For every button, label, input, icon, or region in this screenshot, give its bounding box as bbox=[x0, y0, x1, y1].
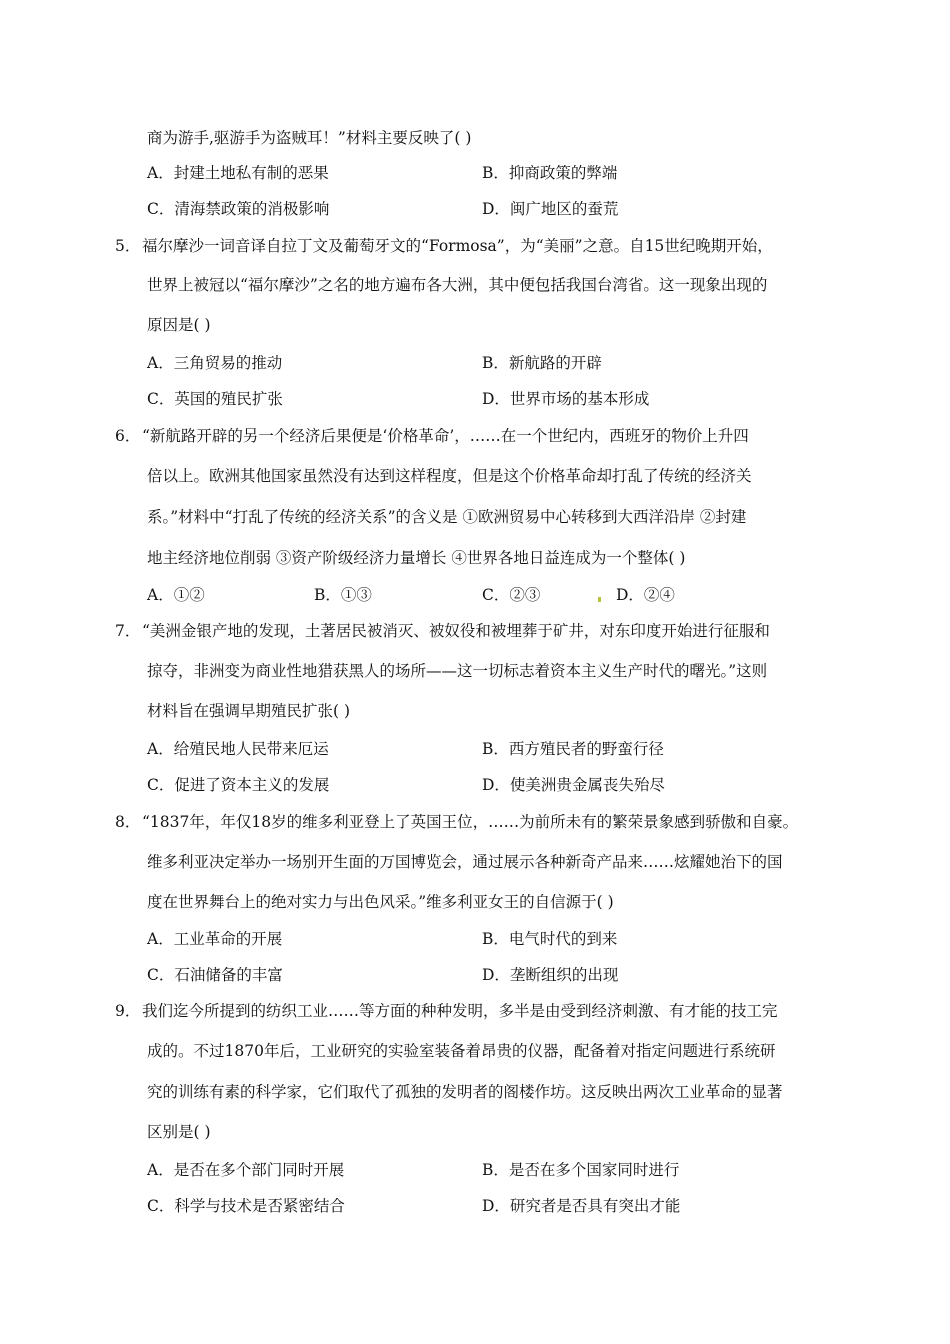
question-7-option-b: B．西方殖民者的野蛮行径 bbox=[482, 740, 664, 758]
question-4-option-a: A．封建土地私有制的恶果 bbox=[147, 164, 329, 182]
question-5-line-2: 世界上被冠以“福尔摩沙”之名的地方遍布各大洲，其中便包括我国台湾省。这一现象出现的 bbox=[147, 276, 768, 294]
question-9-line-1: 我们迄今所提到的纺织工业……等方面的种种发明，多半是由受到经济刺激、有才能的技工完 bbox=[142, 1002, 778, 1020]
question-7-line-3: 材料旨在强调早期殖民扩张( ) bbox=[147, 702, 351, 720]
question-5-line-3: 原因是( ) bbox=[147, 316, 211, 334]
question-5-option-a: A．三角贸易的推动 bbox=[147, 354, 283, 372]
question-6-option-b: B．①③ bbox=[314, 586, 372, 604]
question-6-line-1: “新航路开辟的另一个经济后果便是‘价格革命’，……在一个世纪内，西班牙的物价上升四 bbox=[142, 427, 749, 445]
question-9-line-2: 成的。不过1870年后，工业研究的实验室装备着昂贵的仪器，配备着对指定问题进行系统研 bbox=[147, 1042, 776, 1060]
question-6-option-c: C．②③ bbox=[482, 586, 541, 604]
question-6-option-d: D．②④ bbox=[616, 586, 675, 604]
question-8-number: 8． bbox=[115, 813, 141, 831]
question-9-option-b: B．是否在多个国家同时进行 bbox=[482, 1161, 680, 1179]
question-8-option-a: A．工业革命的开展 bbox=[147, 930, 283, 948]
question-9-number: 9． bbox=[115, 1002, 141, 1020]
question-5-option-d: D．世界市场的基本形成 bbox=[482, 390, 650, 408]
question-8-option-d: D．垄断组织的出现 bbox=[482, 966, 619, 984]
question-7-line-2: 掠夺，非洲变为商业性地猎获黑人的场所——这一切标志着资本主义生产时代的曙光。”这则 bbox=[147, 662, 768, 680]
question-9-option-c: C．科学与技术是否紧密结合 bbox=[147, 1197, 345, 1215]
question-9-line-3: 究的训练有素的科学家，它们取代了孤独的发明者的阁楼作坊。这反映出两次工业革命的显著 bbox=[147, 1083, 783, 1101]
question-8-line-2: 维多利亚决定举办一场别开生面的万国博览会，通过展示各种新奇产品来……炫耀她治下的国 bbox=[147, 853, 783, 871]
question-4-option-b: B．抑商政策的弊端 bbox=[482, 164, 618, 182]
question-6-line-2: 倍以上。欧洲其他国家虽然没有达到这样程度，但是这个价格革命却打乱了传统的经济关 bbox=[147, 467, 752, 485]
question-8-option-b: B．电气时代的到来 bbox=[482, 930, 618, 948]
question-9-option-d: D．研究者是否具有突出才能 bbox=[482, 1197, 681, 1215]
question-9-option-a: A．是否在多个部门同时开展 bbox=[147, 1161, 345, 1179]
question-4-option-d: D．闽广地区的蚕荒 bbox=[482, 200, 619, 218]
question-8-line-1: “1837年，年仅18岁的维多利亚登上了英国王位，……为前所未有的繁荣景象感到骄傲和自豪。 bbox=[142, 813, 799, 831]
question-6-line-3: 系。”材料中“打乱了传统的经济关系”的含义是 ①欧洲贸易中心转移到大西洋沿岸 ②封建 bbox=[147, 508, 747, 526]
question-6-number: 6． bbox=[115, 427, 141, 445]
question-9-line-4: 区别是( ) bbox=[147, 1123, 211, 1141]
stray-mark bbox=[598, 597, 601, 602]
question-7-option-c: C．促进了资本主义的发展 bbox=[147, 776, 330, 794]
question-4-text-line: 商为游手,驱游手为盗贼耳！”材料主要反映了( ) bbox=[147, 129, 472, 147]
question-8-line-3: 度在世界舞台上的绝对实力与出色风采。”维多利亚女王的自信源于( ) bbox=[147, 893, 614, 911]
question-5-number: 5． bbox=[115, 237, 141, 255]
question-7-option-d: D．使美洲贵金属丧失殆尽 bbox=[482, 776, 665, 794]
question-8-option-c: C．石油储备的丰富 bbox=[147, 966, 283, 984]
question-4-option-c: C．清海禁政策的消极影响 bbox=[147, 200, 330, 218]
question-5-line-1: 福尔摩沙一词音译自拉丁文及葡萄牙文的“Formosa”，为“美丽”之意。自15世纪晚期开始， bbox=[142, 237, 773, 255]
question-7-line-1: “美洲金银产地的发现，土著居民被消灭、被奴役和被埋葬于矿井，对东印度开始进行征服和 bbox=[142, 622, 770, 640]
question-6-line-4: 地主经济地位削弱 ③资产阶级经济力量增长 ④世界各地日益连成为一个整体( ) bbox=[147, 549, 686, 567]
question-5-option-b: B．新航路的开辟 bbox=[482, 354, 602, 372]
question-5-option-c: C．英国的殖民扩张 bbox=[147, 390, 283, 408]
question-7-option-a: A．给殖民地人民带来厄运 bbox=[147, 740, 329, 758]
question-6-option-a: A．①② bbox=[147, 586, 205, 604]
question-7-number: 7． bbox=[115, 622, 141, 640]
